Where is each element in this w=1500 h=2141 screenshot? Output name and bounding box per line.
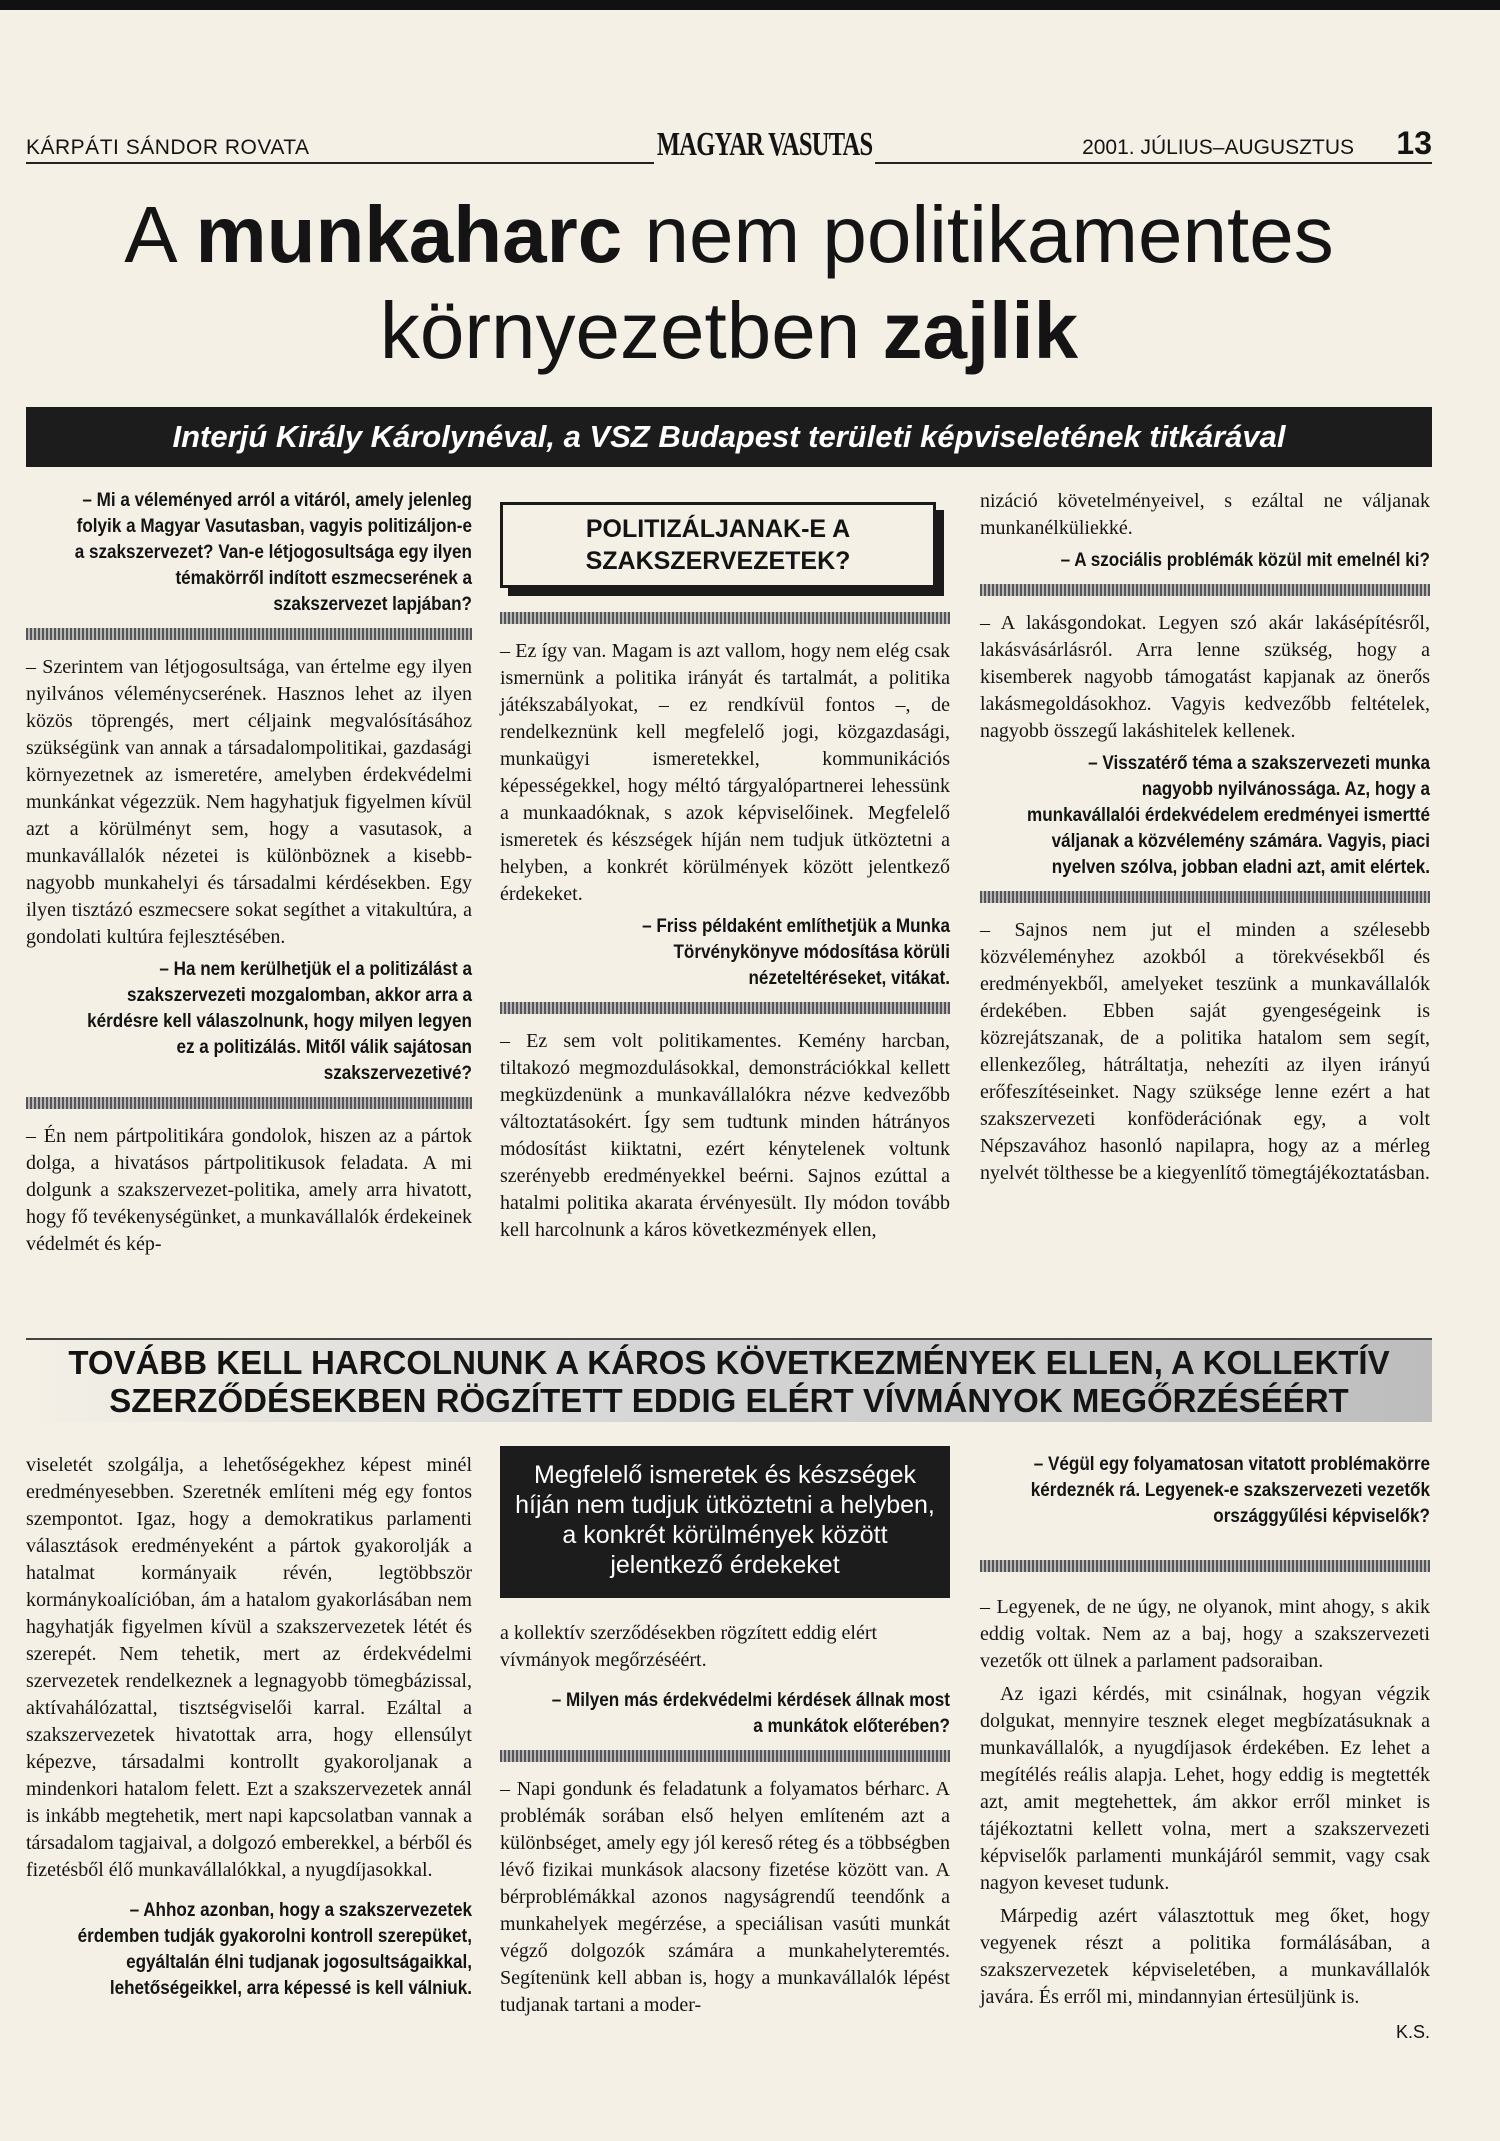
answer: – A lakásgondokat. Legyen szó akár lakásépítésről, lakásvásárlásról. Arra lenne szükség, hogy a kisemberek nagyobb támogatást kapjanak az önerős lakásmegoldásokhoz. Vagyis kedvezőbb feltételek, nagyobb összegű lakáshitelek kellenek.	[980, 612, 1430, 742]
section-name: KÁRPÁTI SÁNDOR ROVATA	[26, 136, 310, 159]
answer: – Ez sem volt politikamentes. Kemény harcban, tiltakozó megmozdulásokkal, demonstrációkkal kellett megküzdenünk a munkavállalókra nézve kedvezőbb változtatásokért. Így sem tudtunk minden hátrányos módosítást kiiktatni, ezért kénytelenek voltunk szerényebb eredményekkel beérni. Sajnos ezúttal a hatalmi politika akarata érvényesült. Ily módon tovább kell harcolnunk a káros következmények ellen,	[500, 1030, 950, 1241]
headline-text: nem politikamentes	[622, 190, 1334, 279]
column-2	[500, 494, 950, 1250]
answer: – Legyenek, de ne úgy, ne olyanok, mint ahogy, s akik eddig voltak. Nem az a baj, hogy a szakszervezeti vezetők ott ülnek a parlament padsoraiban.	[980, 1596, 1430, 1672]
answer: nizáció követelményeivel, s ezáltal ne váljanak munkanélküliekké.	[980, 490, 1430, 539]
pull-banner	[26, 1338, 1432, 1422]
answer: – Napi gondunk és feladatunk a folyamatos bérharc. A problémák sorában első helyen említeném azt a különbséget, amely egy jól kereső réteg és a többségben lévő fizikai munkások alacsony fizetése között van. A bérproblémákkal azonos nagyságrendű teendőnk a munkahelyek megérzése, a speciálisan vasúti munkát végző dolgozók számára a munkahelyteremtés. Segítenünk kell abban is, hogy a munkavállalók lépést tudjanak tartani a moder-	[500, 1778, 950, 2016]
magazine-logo: MAGYAR VASUTAS	[654, 126, 875, 164]
column-3	[980, 488, 1430, 1193]
question: – A szociális problémák közül mit emelnél ki?	[1060, 550, 1430, 571]
separator	[500, 612, 950, 624]
headline-line-2	[26, 286, 1432, 376]
question: – Végül egy folyamatosan vitatott problémakörre kérdeznék rá. Legyenek-e szakszervezeti vezetők országgyűlési képviselők?	[1030, 1454, 1430, 1527]
subtitle-bar: Interjú Király Károlynéval, a VSZ Budapest területi képviseletének titkárával	[26, 407, 1432, 467]
separator	[26, 628, 472, 640]
banner-line-2: SZERZŐDÉSEKBEN RÖGZÍTETT EDDIG ELÉRT VÍVMÁNYOK MEGŐRZÉSÉÉRT	[109, 1382, 1349, 1419]
column-1	[26, 488, 472, 1264]
question: – Visszatérő téma a szakszervezeti munka nagyobb nyilvánossága. Az, hogy a munkavállalói érdekvédelem eredményei ismertté váljanak a közvélemény számára. Vagyis, piaci nyelven szólva, jobban eladni azt, amit elértek.	[1026, 753, 1430, 878]
separator	[980, 1560, 1430, 1572]
page-number: 13	[1396, 125, 1432, 161]
answer: Márpedig azért választottuk meg őket, hogy vegyenek részt a politika formálásában, a szakszervezetek képviseletében, a munkavállalók javára. És erről mi, mindannyian értesüljünk is.	[980, 1905, 1430, 2008]
issue-date: 2001. JÚLIUS–AUGUSZTUS	[1082, 136, 1354, 159]
page-header	[26, 125, 1432, 168]
answer: – Ez így van. Magam is azt vallom, hogy nem elég csak ismernünk a politika irányát és tartalmát, a politika játékszabályokat, – ez rendkívül fontos –, de rendelkeznünk kell megfelelő jogi, közgazdasági, munkaügyi ismeretekkel, kommunikációs képességekkel, hogy méltó tárgyalópartnerei lehessünk a munkaadóknak, s azok képviselőinek. Megfelelő ismeretek és készségek híján nem tudjuk ütköztetni a helyben, a konkrét körülmények között jelentkező érdekeket.	[500, 640, 950, 905]
headline-text: környezetben	[379, 286, 883, 375]
column-6	[980, 1452, 1430, 2046]
top-border	[0, 0, 1500, 10]
answer: – Sajnos nem jut el minden a szélesebb közvéleményhez azokból a törekvésekből és eredményekből, amelyeket teszünk a munkavállalók érdekében. Ebben saját gyengeségeink is közrejátszanak, de a politika hatalom sem segít, ellenkezőleg, hátráltatja, nehezíti az ilyen irányú erőfeszítéseinket. Nagy szüksége lenne ezért a hat szakszervezeti konföderációnak egy, a volt Népszavához hasonló napilapra, hogy az a mérleg nyelvét tölthesse be a kiegyenlítő tömegtájékoztatásban.	[980, 919, 1430, 1184]
separator	[980, 584, 1430, 596]
banner-line-1: TOVÁBB KELL HARCOLNUNK A KÁROS KÖVETKEZMÉNYEK ELLEN, A KOLLEKTÍV	[68, 1344, 1390, 1381]
separator	[980, 891, 1430, 903]
author-signature: K.S.	[1395, 2022, 1430, 2042]
separator	[500, 1750, 950, 1762]
answer: Az igazi kérdés, mit csinálnak, hogyan végzik dolgukat, mennyire tesznek eleget megbízatásuknak a munkavállalók, a nyugdíjasok érdekében. Ez lehet a megítélés reális alapja. Lehet, hogy eddig is megtették azt, amit megtehettek, ám akkor erről minket is tájékoztatni kellett volna, mert a szakszervezeti képviselők parlamenti munkájáról semmit, vagy csak nagyon keveset tudunk.	[980, 1683, 1430, 1894]
answer: viseletét szolgálja, a lehetőségekhez képest minél eredményesebben. Szeretnék említeni még egy fontos szempontot. Igaz, hogy a demokratikus parlamenti választások eredményeként a pártok gyakorolják a hatalmat kormányaik révén, legtöbbször kormánykoalícióban, ám a hatalom gyakorlásában nem hagyhatják figyelmen kívül a szakszervezetek létét és szerepét. Nem tehetik, mert az érdekvédelmi szervezetek rendelkeznek a legnagyobb tömegbázissal, aktívahálózattal, tisztségviselői karral. Ezáltal a szakszervezetek hivatottak arra, hogy ellensúlyt képezve, társadalmi kontrollt gyakoroljanak a mindenkori hatalom felett. Ezt a szakszervezetek annál is inkább megtehetik, mert napi kapcsolatban vannak a társadalom tagjaival, a dolgozó emberekkel, a bérből és fizetésből élő munkavállalókkal, a nyugdíjasokkal.	[26, 1454, 472, 1881]
answer: – Szerintem van létjogosultsága, van értelme egy ilyen nyilvános véleménycserének. Hasznos lehet az ilyen közös töprengés, mert céljaink megvalósításához szükségünk van annak a társadalompolitikai, gazdasági környezetnek az ismeretére, amelyben érdekvédelmi munkánkat végezzük. Nem hagyhatjuk figyelmen kívül azt a körülményt sem, hogy a vasutasok, a munkavállalók nézetei is különböznek a kisebb-nagyobb munkahelyi és társadalmi kérdésekben. Egy ilyen tisztázó eszmecsere sokat segíthet a vitakultúra, a gondolati kultúra fejlesztésében.	[26, 656, 472, 948]
answer: a kollektív szerződésekben rögzített eddig elért vívmányok megőrzéséért.	[500, 1622, 878, 1671]
question: – Friss példaként említhetjük a Munka Törvénykönyve módosítása körüli nézeteltéréseket, vitákat.	[642, 916, 950, 989]
headline-line-1	[26, 190, 1432, 280]
question: – Milyen más érdekvédelmi kérdések állnak most a munkátok előterében?	[551, 1690, 950, 1737]
section-heading-box: POLITIZÁLJANAK-E A SZAKSZERVEZETEK?	[500, 502, 936, 588]
headline-text: A	[124, 190, 196, 279]
column-5	[500, 1446, 950, 2025]
question: – Ahhoz azonban, hogy a szakszervezetek érdemben tudják gyakorolni kontroll szerepüket, egyáltalán élni tudjanak jogosultságaikkal, lehetőségeikkel, arra képessé is kell válniuk.	[77, 1900, 472, 1999]
separator	[500, 1002, 950, 1014]
pull-quote: Megfelelő ismeretek és készségek híján nem tudjuk ütköztetni a helyben, a konkrét körülmények között jelentkező érdekeket	[500, 1446, 950, 1598]
headline-bold: munkaharc	[195, 190, 623, 279]
separator	[26, 1097, 472, 1109]
question: – Mi a véleményed arról a vitáról, amely jelenleg folyik a Magyar Vasutasban, vagyis politizáljon-e a szakszervezet? Van-e létjogosultsága egy ilyen témakörről indított eszmecserének a szakszervezet lapjában?	[74, 490, 472, 615]
column-4	[26, 1452, 472, 2008]
headline-bold: zajlik	[882, 286, 1079, 375]
answer: – Én nem pártpolitikára gondolok, hiszen az a pártok dolga, a hivatásos pártpolitikusok feladata. A mi dolgunk a szakszervezet-politika, amely arra hivatott, hogy fő tevékenységünket, a munkavállalók érdekeinek védelmét és kép-	[26, 1125, 472, 1255]
question: – Ha nem kerülhetjük el a politizálást a szakszervezeti mozgalomban, akkor arra a kérdésre kell válaszolnunk, hogy milyen legyen ez a politizálás. Mitől válik sajátosan szakszervezetivé?	[87, 959, 473, 1084]
